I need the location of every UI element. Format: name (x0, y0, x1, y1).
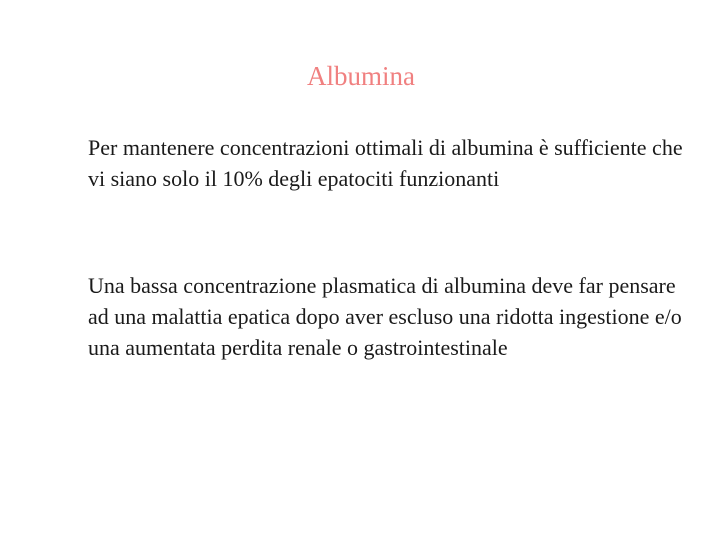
body-paragraph-1: Per mantenere concentrazioni ottimali di albumina è sufficiente che vi siano solo il 10% degli epatociti funzionanti (88, 135, 683, 191)
slide-title: Albumina (307, 61, 415, 91)
body-paragraph-2: Una bassa concentrazione plasmatica di albumina deve far pensare ad una malattia epatica dopo aver escluso una ridotta ingestione e/o una aumentata perdita renale o gastrointestinale (88, 273, 682, 360)
